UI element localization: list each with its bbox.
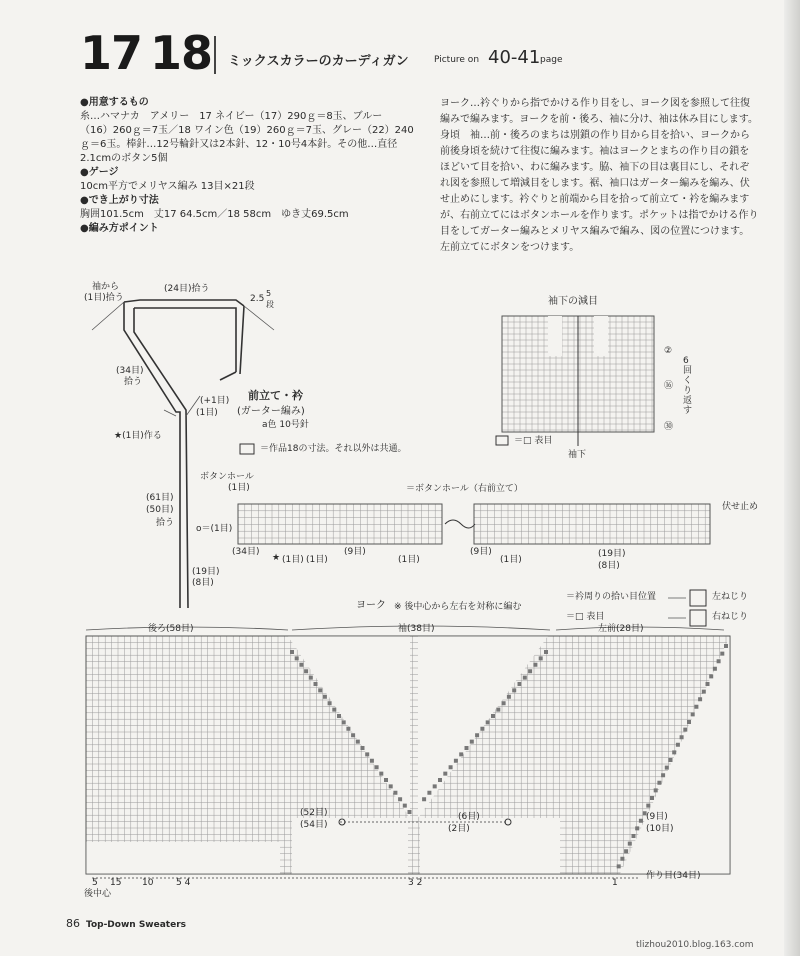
yoke-s54: (54目): [300, 820, 328, 830]
yoke-sleeve-label: 袖(38目): [398, 624, 435, 634]
label-pick-word2: 拾う: [156, 518, 175, 528]
label-plus1: (+1目): [200, 396, 230, 406]
bh-st1r: (1目): [500, 555, 522, 565]
page-number: 86: [66, 917, 80, 930]
pattern-number-18: 18: [150, 26, 213, 80]
yoke-back-area: [86, 636, 288, 842]
yoke-note: ※ 後中心から左右を対称に編む: [394, 602, 522, 612]
points-heading: ●編み方ポイント: [80, 223, 159, 234]
instruction-line: せ止めにします。衿ぐりと前端から目を拾って前立て・衿を編みます: [440, 194, 750, 205]
pattern-number-17: 17: [80, 26, 143, 80]
sleeve-dec-underarm: 袖下: [568, 450, 587, 460]
front-band-leaders: [92, 302, 274, 416]
label-from-sleeve: 袖から: [92, 282, 120, 292]
sleeve-legend-box: [496, 436, 508, 445]
yoke-legend-plain: ＝□ 表目: [566, 612, 605, 622]
label-st19: (19目): [192, 567, 220, 577]
bh-st9r: (9目): [470, 547, 492, 557]
sleeve-decrease-grid: [502, 316, 654, 446]
label-rows5: 5段: [266, 289, 274, 309]
yoke-s9: (9目): [646, 812, 668, 822]
right-twist-box: [690, 610, 706, 626]
yoke-back-label: 後ろ(58目): [148, 624, 194, 634]
sleeve-dec-title: 袖下の減目: [548, 296, 598, 307]
yoke-s6: (6目): [458, 812, 480, 822]
source-watermark: tlizhou2010.blog.163.com: [636, 940, 754, 950]
sleeve-blank-1: [548, 316, 562, 356]
materials-line: 糸…ハマナカ アメリー 17 ネイビー（17）290ｇ＝8玉、ブルー: [80, 111, 383, 122]
instruction-line: 目をしてガーター編みとメリヤス編みで編み、図の位置につけます。: [440, 226, 750, 237]
sleeve-row-30: ㉚: [664, 422, 674, 432]
bh-st8: (8目): [598, 561, 620, 571]
materials-line: 2.1cmのボタン5個: [80, 153, 168, 164]
instruction-line: 身頃 袖…前・後ろのまちは別鎖の作り目から目を拾い、ヨークから: [440, 130, 750, 141]
label-pick24: (24目)拾う: [164, 284, 210, 294]
bindoff-label: 伏せ止め: [722, 502, 759, 512]
legend-right-twist: 右ねじり: [712, 612, 749, 622]
front-band-note: ＝作品18の寸法。それ以外は共通。: [260, 444, 407, 454]
pattern-title: ミックスカラーのカーディガン: [228, 54, 409, 69]
yoke-blank-bottom-left: [86, 842, 280, 874]
buttonhole-title: ＝ボタンホール（右前立て）: [406, 484, 523, 494]
bh-st1a: (1目): [282, 555, 304, 565]
label-st8: (8目): [192, 578, 214, 588]
label-rows25: 2.5: [250, 294, 265, 304]
bh-st9: (9目): [344, 547, 366, 557]
bh-st1c: (1目): [398, 555, 420, 565]
instruction-line: 前後身頃を続けて往復に編みます。袖はヨークとまちの作り目の鎖を: [440, 146, 750, 157]
buttonhole-grid: [238, 504, 710, 544]
legend-left-twist: 左ねじり: [712, 592, 749, 602]
instruction-line: が、右前立てにはボタンホールを作ります。ポケットは指でかける作り: [440, 210, 759, 221]
yoke-legend-dot: ＝衿周りの拾い目位置: [566, 592, 657, 602]
size-heading: ●でき上がり寸法: [80, 195, 159, 206]
instruction-line: ほどいて目を拾い、わに編みます。脇、袖下の目は裏目にし、それぞ: [440, 162, 750, 173]
yoke-title: ヨーク: [356, 600, 386, 611]
page-footer: [66, 917, 186, 930]
size-line: 胸囲101.5cm 丈17 64.5cm／18 58cm ゆき丈69.5cm: [80, 209, 349, 220]
left-twist-box: [690, 590, 706, 606]
front-band-title: 前立て・衿: [248, 389, 303, 402]
yoke-axis-back: 10: [142, 878, 154, 888]
bh-st1b: (1目): [306, 555, 328, 565]
yoke-blank-bottom-mid: [420, 818, 560, 874]
instruction-line: 編みで編みます。ヨークを前・後ろ、袖に分け、袖は休み目にします。: [440, 114, 758, 125]
yoke-s2: (2目): [448, 824, 470, 834]
front-band-outline: [124, 300, 244, 608]
yoke-back-center: 後中心: [84, 889, 112, 899]
bh-star: ★: [272, 553, 281, 563]
size-note-box: [240, 444, 254, 454]
yoke-front-label: 左前(28目): [598, 624, 644, 634]
yoke-s10: (10目): [646, 824, 674, 834]
label-star-make: ★(1目)作る: [114, 431, 162, 441]
sleeve-repeat: 6回くり返す: [683, 356, 693, 416]
sleeve-dec-legend: ＝□ 表目: [514, 436, 553, 446]
yoke-axis-back: 15: [110, 878, 122, 888]
label-one: (1目): [196, 408, 218, 418]
bh-st19: (19目): [598, 549, 626, 559]
instruction-line: 左前立てにボタンをつけます。: [440, 242, 580, 253]
instruction-line: れ図を参照して増減目をします。裾、袖口はガーター編みを編み、伏: [440, 178, 750, 189]
materials-line: （16）260ｇ＝7玉／18 ワイン色（19）260ｇ＝7玉、グレー（22）240: [80, 125, 414, 136]
sleeve-row-2: ②: [664, 346, 673, 356]
book-title: Top-Down Sweaters: [86, 920, 186, 930]
label-bh-one: (1目): [228, 483, 250, 493]
picture-pages: 40-41: [488, 47, 541, 68]
yoke-axis-sleeve: 3 2: [408, 878, 423, 888]
sleeve-blank-2: [594, 316, 608, 356]
legend-leaders: [668, 598, 686, 618]
yoke-grid: [86, 636, 730, 874]
label-pick1: (1目)拾う: [84, 293, 124, 303]
yoke-axis-back: 5 4: [176, 878, 191, 888]
instruction-line: ヨーク…衿ぐりから指でかける作り目をし、ヨーク図を参照して往復: [440, 98, 750, 109]
label-pick50: (50目): [146, 505, 174, 515]
yoke-axis-back: 5: [92, 878, 98, 888]
front-band-needle: a色 10号針: [262, 420, 309, 430]
materials-heading: ●用意するもの: [80, 97, 149, 108]
gauge-line: 10cm平方でメリヤス編み 13目×21段: [80, 181, 255, 192]
yoke-s52: (52目): [300, 808, 328, 818]
sleeve-row-16: ⑯: [664, 381, 674, 391]
bh-st34: (34目): [232, 547, 260, 557]
label-o-one: o＝(1目): [196, 524, 233, 534]
band-break-mark: [445, 520, 475, 528]
front-band-technique: (ガーター編み): [237, 406, 305, 417]
band-grid-right: [474, 504, 710, 544]
yoke-axis-front: 1: [612, 878, 618, 888]
picture-suffix: page: [540, 55, 563, 65]
materials-line: ｇ＝6玉。棒針…12号輪針又は2本針、12・10号4本針。その他…直径: [80, 139, 398, 150]
picture-label: Picture on: [434, 55, 480, 65]
band-grid-left: [238, 504, 442, 544]
gauge-heading: ●ゲージ: [80, 167, 119, 178]
yoke-cast-on: 作り目(34目): [646, 871, 701, 881]
label-pick61: (61目): [146, 493, 174, 503]
label-buttonhole: ボタンホール: [200, 472, 254, 482]
label-pick34: (34目): [116, 366, 144, 376]
label-pick-word: 拾う: [124, 377, 143, 387]
